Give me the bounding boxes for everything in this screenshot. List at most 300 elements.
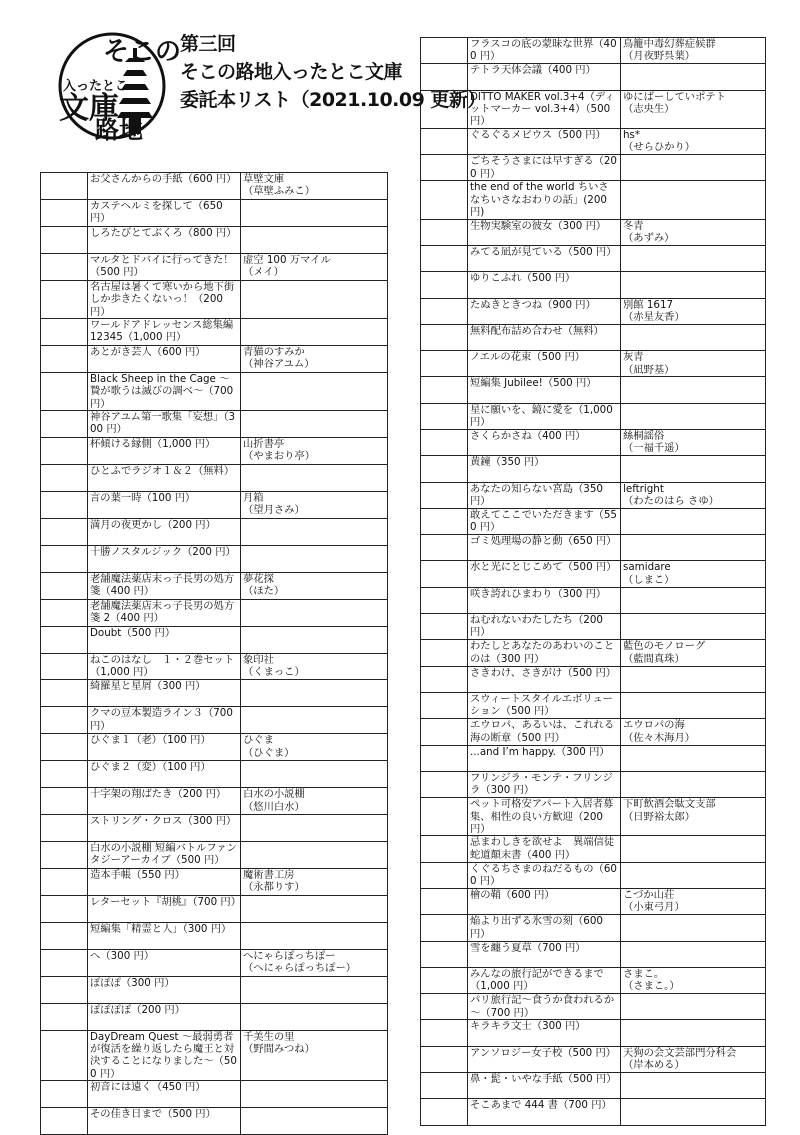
row-number-cell <box>41 922 88 949</box>
row-number-cell <box>421 456 468 482</box>
book-title-cell: ひとふでラジオ１＆２（無料） <box>88 464 241 491</box>
publisher-cell <box>241 318 388 345</box>
table-row <box>41 922 388 949</box>
publisher-cell <box>621 324 766 350</box>
row-number-cell <box>41 318 88 345</box>
row-number-cell <box>41 199 88 226</box>
publisher-cell: ゆにばーしていポテト （志央生） <box>621 90 766 128</box>
publisher-cell: 草壁文庫 （草壁ふみこ） <box>241 173 388 200</box>
row-number-cell <box>421 403 468 429</box>
book-title-cell: ...and I’m happy.（300 円） <box>468 745 621 771</box>
publisher-cell: 千美生の里 （野間みつね） <box>241 1030 388 1081</box>
table-row <box>41 226 388 253</box>
book-title-cell: ぐるぐるメビウス（500 円） <box>468 128 621 154</box>
book-title-cell: ひぐま１（老）（100 円） <box>88 734 241 761</box>
table-row <box>41 318 388 345</box>
publisher-cell <box>621 994 766 1020</box>
table-row <box>41 545 388 572</box>
book-title-cell: キラキラ文士（300 円） <box>468 1020 621 1046</box>
row-number-cell <box>41 518 88 545</box>
row-number-cell <box>421 692 468 718</box>
row-number-cell <box>421 38 468 64</box>
header-line-1: 第三回 <box>180 33 236 55</box>
row-number-cell <box>421 771 468 797</box>
book-title-cell: わたしとあなたのあわいのことのは（300 円） <box>468 640 621 666</box>
row-number-cell <box>41 1081 88 1108</box>
table-row <box>41 815 388 842</box>
row-number-cell <box>421 245 468 271</box>
table-row <box>421 967 766 993</box>
book-title-cell: ストリング・クロス（300 円） <box>88 815 241 842</box>
book-title-cell: カステヘルミを探して（650 円） <box>88 199 241 226</box>
table-row <box>41 518 388 545</box>
book-title-cell: 鼻・髭・いやな手紙（500 円） <box>468 1073 621 1099</box>
book-title-cell: 神谷アユム第一歌集「妄想」（300 円） <box>88 411 241 438</box>
book-title-cell: ノエルの花束（500 円） <box>468 351 621 377</box>
table-row <box>421 745 766 771</box>
row-number-cell <box>421 967 468 993</box>
book-title-cell: DITTO MAKER vol.3+4（ディットマーカー vol.3+4）（500 円） <box>468 90 621 128</box>
row-number-cell <box>41 895 88 922</box>
row-number-cell <box>41 411 88 438</box>
table-row <box>41 372 388 410</box>
book-title-cell: 生物実験室の彼女（300 円） <box>468 219 621 245</box>
table-row <box>421 155 766 181</box>
book-title-cell: たぬきときつね（900 円） <box>468 298 621 324</box>
row-number-cell <box>421 798 468 836</box>
book-title-cell: 忌まわしきを欲せよ 異端信徒蛇道顛末書（400 円） <box>468 836 621 862</box>
table-row <box>421 915 766 941</box>
row-number-cell <box>41 372 88 410</box>
book-title-cell: ゴミ処理場の静と動（650 円） <box>468 535 621 561</box>
row-number-cell <box>421 298 468 324</box>
publisher-cell <box>621 272 766 298</box>
table-row <box>41 707 388 734</box>
book-title-cell: マルタとドバイに行ってきた！（500 円） <box>88 253 241 280</box>
publisher-cell: 夢花探 （ほた） <box>241 572 388 599</box>
header-line-3: 委託本リスト（2021.10.09 更新） <box>180 89 486 111</box>
book-title-cell: DayDream Quest ～最弱勇者が復活を繰り返したら魔王と対決することになりました～（500 円） <box>88 1030 241 1081</box>
book-title-cell: ねこのはなし １・２巻セット（1,000 円） <box>88 653 241 680</box>
row-number-cell <box>41 545 88 572</box>
row-number-cell <box>41 280 88 318</box>
publisher-cell: 絲桐謡俗 （一福千遥） <box>621 430 766 456</box>
publisher-cell: 山折書亭 （やまおり亭） <box>241 438 388 465</box>
book-title-cell: 短編集「精霊と人」（300 円） <box>88 922 241 949</box>
publisher-cell <box>621 181 766 219</box>
publisher-cell <box>621 508 766 534</box>
publisher-cell: 鳥籠中毒幻葬症候群 （月夜野呉葉） <box>621 38 766 64</box>
book-title-cell: Black Sheep in the Cage ～贄が歌うは滅びの調べ～（700 円） <box>88 372 241 410</box>
table-row <box>421 128 766 154</box>
book-title-cell: スウィートスタイルエボリューション（500 円） <box>468 692 621 718</box>
row-number-cell <box>41 345 88 372</box>
book-title-cell: フリンジラ・モンテ・フリンジラ（300 円） <box>468 771 621 797</box>
table-row <box>421 377 766 403</box>
publisher-cell: さまこ。 （さまこ。） <box>621 967 766 993</box>
row-number-cell <box>421 888 468 914</box>
publisher-cell <box>241 707 388 734</box>
table-row <box>41 411 388 438</box>
book-title-cell: ゆりこふれ（500 円） <box>468 272 621 298</box>
book-title-cell: 黄鐘（350 円） <box>468 456 621 482</box>
book-title-cell: あなたの知らない宮島（350 円） <box>468 482 621 508</box>
publisher-cell <box>241 680 388 707</box>
table-row <box>421 862 766 888</box>
row-number-cell <box>421 836 468 862</box>
table-row <box>421 587 766 613</box>
row-number-cell <box>41 653 88 680</box>
table-row <box>421 692 766 718</box>
publisher-cell <box>621 666 766 692</box>
table-row <box>41 1003 388 1030</box>
row-number-cell <box>41 1108 88 1135</box>
row-number-cell <box>421 640 468 666</box>
row-number-cell <box>421 915 468 941</box>
table-row <box>421 351 766 377</box>
book-title-cell: レターセット『胡桃』（700 円） <box>88 895 241 922</box>
table-row <box>41 626 388 653</box>
book-title-cell: へ（300 円） <box>88 949 241 976</box>
row-number-cell <box>421 324 468 350</box>
book-title-cell: the end of the world ちいさなちいさなおわりの話」(200 円) <box>468 181 621 219</box>
publisher-cell <box>241 1003 388 1030</box>
book-title-cell: お父さんからの手紙（600 円） <box>88 173 241 200</box>
table-row <box>41 761 388 788</box>
publisher-cell: samidare （しまこ） <box>621 561 766 587</box>
book-title-cell: みんなの旅行記ができるまで（1,000 円） <box>468 967 621 993</box>
table-row <box>41 280 388 318</box>
table-row <box>421 719 766 745</box>
publisher-cell: 藍色のモノローグ （藍間真珠） <box>621 640 766 666</box>
row-number-cell <box>421 666 468 692</box>
row-number-cell <box>421 614 468 640</box>
book-title-cell: 咲き誇れひまわり（300 円） <box>468 587 621 613</box>
publisher-cell <box>621 587 766 613</box>
table-row <box>41 572 388 599</box>
table-row <box>421 324 766 350</box>
publisher-cell: ひぐま （ひぐま） <box>241 734 388 761</box>
book-title-cell: ぽぽぽ（300 円） <box>88 976 241 1003</box>
row-number-cell <box>421 90 468 128</box>
table-row <box>421 1099 766 1125</box>
row-number-cell <box>421 1073 468 1099</box>
table-row <box>421 298 766 324</box>
publisher-cell <box>621 836 766 862</box>
row-number-cell <box>41 572 88 599</box>
book-title-cell: 言の葉一時（100 円） <box>88 491 241 518</box>
table-row <box>41 599 388 626</box>
table-row <box>41 680 388 707</box>
logo-text-4: 路地 <box>95 115 143 144</box>
row-number-cell <box>421 1099 468 1125</box>
publisher-cell: 冬青 （あずみ） <box>621 219 766 245</box>
table-row <box>41 734 388 761</box>
publisher-cell: 灰青 （凪野基） <box>621 351 766 377</box>
book-title-cell: 老舗魔法薬店末っ子長男の処方箋 2（400 円） <box>88 599 241 626</box>
publisher-cell: 月箱 （望月さみ） <box>241 491 388 518</box>
publisher-cell <box>241 815 388 842</box>
row-number-cell <box>421 482 468 508</box>
publisher-cell <box>241 1081 388 1108</box>
row-number-cell <box>41 226 88 253</box>
publisher-cell <box>621 245 766 271</box>
table-row <box>41 976 388 1003</box>
table-row <box>421 245 766 271</box>
publisher-cell <box>621 745 766 771</box>
table-row <box>421 640 766 666</box>
publisher-cell: 別館 1617 （赤星友香） <box>621 298 766 324</box>
logo-text-2: 入ったとこ <box>63 79 129 94</box>
row-number-cell <box>421 377 468 403</box>
book-title-cell: 短編集 Jubilee!（500 円） <box>468 377 621 403</box>
table-row <box>41 438 388 465</box>
book-title-cell: アンソロジー女子校（500 円） <box>468 1046 621 1072</box>
publisher-cell <box>241 842 388 869</box>
table-row <box>41 949 388 976</box>
table-row <box>41 173 388 200</box>
publisher-cell: 虚空 100 万マイル （メイ） <box>241 253 388 280</box>
table-row <box>421 535 766 561</box>
publisher-cell <box>621 1020 766 1046</box>
book-title-cell: テトラ天体会議（400 円） <box>468 64 621 90</box>
book-title-cell: 造本手帳（550 円） <box>88 869 241 896</box>
publisher-cell <box>621 614 766 640</box>
book-title-cell: 雪を纏う夏草（700 円） <box>468 941 621 967</box>
publisher-cell: 天狗の会文芸部門分科会 （岸本める） <box>621 1046 766 1072</box>
table-row <box>421 64 766 90</box>
book-title-cell: ペット可格安アパート入居者募集、相性の良い方歓迎（200 円） <box>468 798 621 836</box>
row-number-cell <box>41 761 88 788</box>
publisher-cell <box>241 895 388 922</box>
publisher-cell <box>621 1099 766 1125</box>
row-number-cell <box>41 680 88 707</box>
book-title-cell: しろたびとてぶくろ（800 円） <box>88 226 241 253</box>
book-title-cell: 老舗魔法薬店末っ子長男の処方箋（400 円） <box>88 572 241 599</box>
table-row <box>421 1073 766 1099</box>
row-number-cell <box>41 869 88 896</box>
table-row <box>421 272 766 298</box>
row-number-cell <box>41 438 88 465</box>
table-row <box>421 219 766 245</box>
book-title-cell: Doubt（500 円） <box>88 626 241 653</box>
table-row <box>421 994 766 1020</box>
book-title-cell: 敢えてここでいただきます（550 円） <box>468 508 621 534</box>
row-number-cell <box>421 941 468 967</box>
table-row <box>41 1108 388 1135</box>
publisher-cell: 魔術書工房 （永都りす） <box>241 869 388 896</box>
table-row <box>421 1046 766 1072</box>
book-title-cell: 十勝ノスタルジック（200 円） <box>88 545 241 572</box>
row-number-cell <box>421 430 468 456</box>
table-row <box>41 1081 388 1108</box>
book-title-cell: 満月の夜更かし（200 円） <box>88 518 241 545</box>
table-row <box>421 888 766 914</box>
publisher-cell <box>621 377 766 403</box>
row-number-cell <box>41 599 88 626</box>
book-title-cell: 無料配布詰め合わせ（無料） <box>468 324 621 350</box>
table-row <box>421 771 766 797</box>
publisher-cell <box>241 761 388 788</box>
row-number-cell <box>41 949 88 976</box>
table-row <box>421 403 766 429</box>
publisher-cell <box>621 155 766 181</box>
table-row <box>41 491 388 518</box>
publisher-cell <box>621 771 766 797</box>
publisher-cell <box>621 692 766 718</box>
publisher-cell <box>241 372 388 410</box>
publisher-cell: こづか山荘 （小東弓月） <box>621 888 766 914</box>
book-title-cell: 焔より出ずる氷雪の刻（600 円） <box>468 915 621 941</box>
book-title-cell: 檜の鞘（600 円） <box>468 888 621 914</box>
book-title-cell: 白水の小説棚 短編バトルファンタジーアーカイブ（500 円） <box>88 842 241 869</box>
book-title-cell: 杯傾ける縁側（1,000 円） <box>88 438 241 465</box>
book-title-cell: ねむれないわたしたち（200 円） <box>468 614 621 640</box>
publisher-cell <box>241 280 388 318</box>
table-row <box>41 788 388 815</box>
row-number-cell <box>421 219 468 245</box>
row-number-cell <box>421 508 468 534</box>
publisher-cell <box>241 976 388 1003</box>
publisher-cell <box>621 64 766 90</box>
publisher-cell <box>241 226 388 253</box>
publisher-cell: エウロパの海 （佐々木海月） <box>621 719 766 745</box>
logo-text-3: 文庫 <box>59 91 119 126</box>
publisher-cell <box>621 456 766 482</box>
table-row <box>421 836 766 862</box>
consignment-table-left <box>40 172 388 1135</box>
book-title-cell: 名古屋は暑くて寒いから地下街しか歩きたくないっ！（200 円） <box>88 280 241 318</box>
book-title-cell: 星に願いを、鏡に愛を（1,000 円） <box>468 403 621 429</box>
row-number-cell <box>41 707 88 734</box>
publisher-cell <box>241 1108 388 1135</box>
publisher-cell <box>241 626 388 653</box>
publisher-cell <box>241 922 388 949</box>
book-title-cell: くぐるちさまのねだるもの（600 円） <box>468 862 621 888</box>
table-row <box>421 666 766 692</box>
table-row <box>421 1020 766 1046</box>
publisher-cell: 白水の小説棚 （悠川白水） <box>241 788 388 815</box>
row-number-cell <box>421 862 468 888</box>
header-line-2: そこの路地入ったとこ文庫 <box>180 61 403 83</box>
row-number-cell <box>41 815 88 842</box>
table-row <box>41 199 388 226</box>
table-row <box>41 345 388 372</box>
book-title-cell: ひぐま２（変）（100 円） <box>88 761 241 788</box>
publisher-cell <box>621 1073 766 1099</box>
row-number-cell <box>421 1020 468 1046</box>
row-number-cell <box>41 173 88 200</box>
book-title-cell: あとがき芸人（600 円） <box>88 345 241 372</box>
row-number-cell <box>41 253 88 280</box>
row-number-cell <box>421 561 468 587</box>
table-row <box>421 456 766 482</box>
book-title-cell: ワールドアドレッセンス総集編12345（1,000 円） <box>88 318 241 345</box>
publisher-cell <box>241 545 388 572</box>
site-logo <box>55 20 182 160</box>
table-row <box>41 464 388 491</box>
book-title-cell: 十字架の翔ばたき（200 円） <box>88 788 241 815</box>
row-number-cell <box>41 976 88 1003</box>
book-title-cell: その佳き日まで（500 円） <box>88 1108 241 1135</box>
table-row <box>41 869 388 896</box>
publisher-cell: hs* （せらひかり） <box>621 128 766 154</box>
row-number-cell <box>421 155 468 181</box>
book-title-cell: パリ旅行記～食うか食われるか～（700 円） <box>468 994 621 1020</box>
row-number-cell <box>421 128 468 154</box>
consignment-table-right <box>420 37 766 1126</box>
publisher-cell: leftright （わたのはら さゆ） <box>621 482 766 508</box>
table-row <box>421 430 766 456</box>
row-number-cell <box>421 535 468 561</box>
row-number-cell <box>41 464 88 491</box>
row-number-cell <box>421 181 468 219</box>
table-row <box>41 895 388 922</box>
book-title-cell: フラスコの底の蒙昧な世界（400 円） <box>468 38 621 64</box>
row-number-cell <box>421 745 468 771</box>
table-row <box>421 508 766 534</box>
publisher-cell: へにゃらぽっちぽー （へにゃらぽっちぽー） <box>241 949 388 976</box>
publisher-cell <box>241 464 388 491</box>
book-title-cell: クマの豆本製造ライン３（700 円） <box>88 707 241 734</box>
publisher-cell <box>621 941 766 967</box>
table-row <box>421 38 766 64</box>
table-row <box>41 842 388 869</box>
row-number-cell <box>421 587 468 613</box>
table-row <box>41 253 388 280</box>
table-row <box>421 941 766 967</box>
publisher-cell <box>621 403 766 429</box>
table-row <box>421 798 766 836</box>
row-number-cell <box>421 994 468 1020</box>
row-number-cell <box>421 1046 468 1072</box>
row-number-cell <box>41 734 88 761</box>
table-row <box>421 614 766 640</box>
book-title-cell: ごちそうさまには早すぎる（200 円） <box>468 155 621 181</box>
book-title-cell: みてる凪が見ている（500 円） <box>468 245 621 271</box>
row-number-cell <box>41 842 88 869</box>
table-row <box>421 561 766 587</box>
publisher-cell <box>241 411 388 438</box>
row-number-cell <box>41 626 88 653</box>
book-title-cell: 初音には遠く（450 円） <box>88 1081 241 1108</box>
logo-text-1: そこの <box>103 37 182 67</box>
row-number-cell <box>41 491 88 518</box>
book-title-cell: ぽぽぽぽ（200 円） <box>88 1003 241 1030</box>
publisher-cell <box>241 199 388 226</box>
table-row <box>421 482 766 508</box>
book-title-cell: さくらかさね（400 円） <box>468 430 621 456</box>
book-title-cell: さきわけ、さきがけ（500 円） <box>468 666 621 692</box>
table-row <box>41 1030 388 1081</box>
row-number-cell <box>41 1003 88 1030</box>
row-number-cell <box>421 351 468 377</box>
table-row <box>41 653 388 680</box>
publisher-cell: 象印社 （くまっこ） <box>241 653 388 680</box>
publisher-cell <box>241 518 388 545</box>
book-title-cell: エウロパ、あるいは、これれる海の断章（500 円） <box>468 719 621 745</box>
row-number-cell <box>421 272 468 298</box>
publisher-cell <box>241 599 388 626</box>
book-title-cell: 綺羅星と星屑（300 円） <box>88 680 241 707</box>
table-row <box>421 181 766 219</box>
table-row <box>421 90 766 128</box>
row-number-cell <box>41 788 88 815</box>
publisher-cell: 青猫のすみか （神谷アユム） <box>241 345 388 372</box>
publisher-cell <box>621 862 766 888</box>
row-number-cell <box>41 1030 88 1081</box>
row-number-cell <box>421 719 468 745</box>
